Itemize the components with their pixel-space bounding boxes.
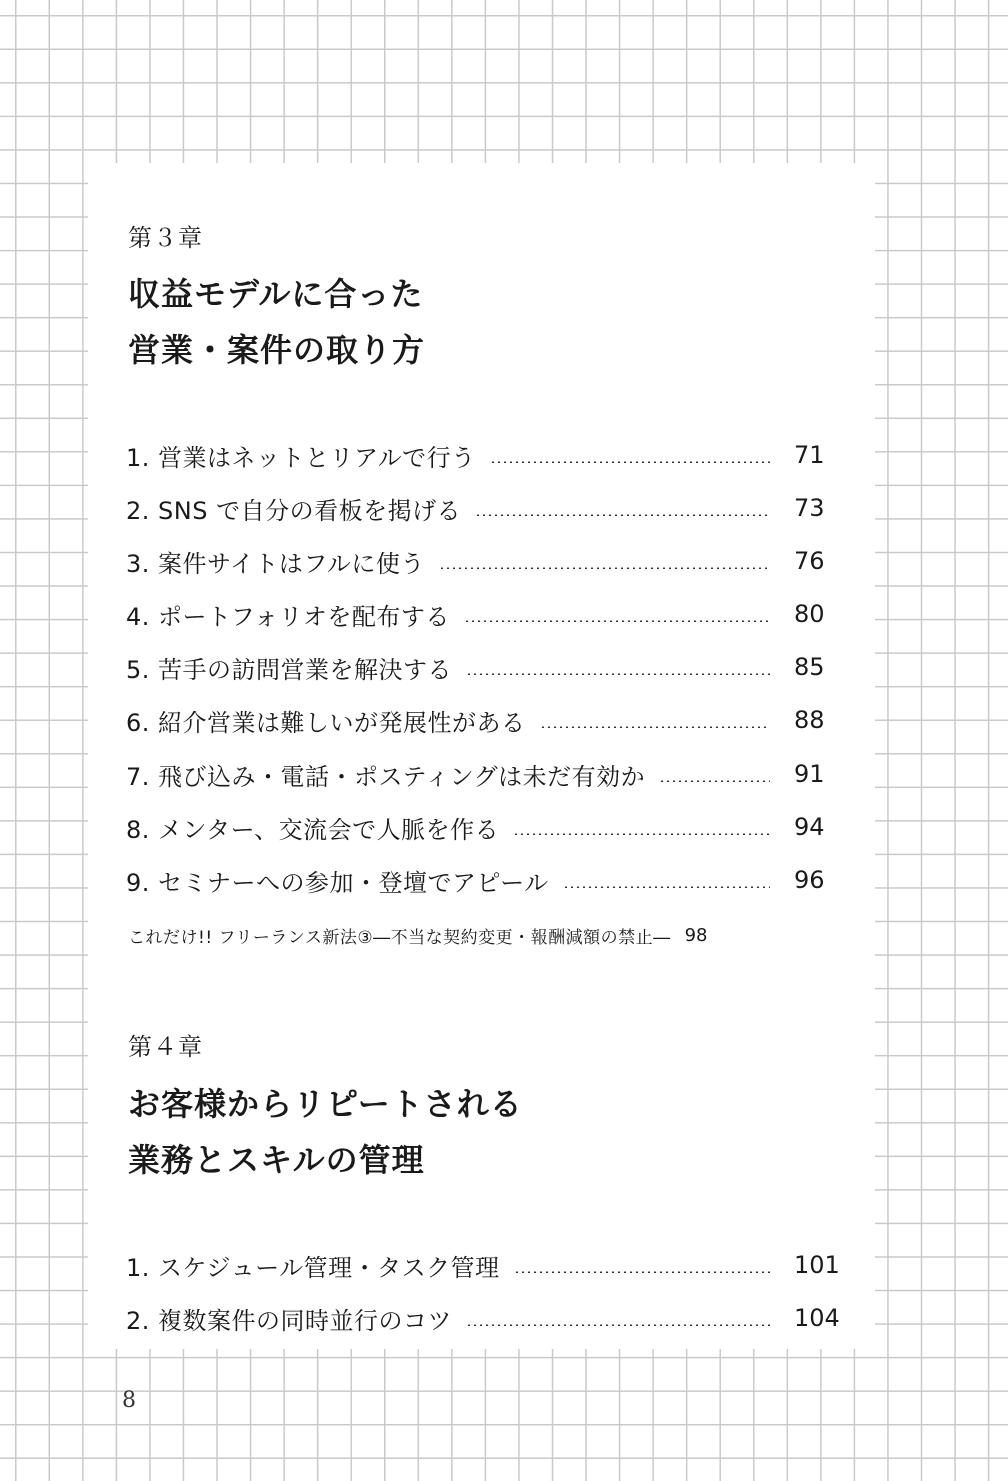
chapter-4-title <box>128 1076 523 1188</box>
toc-entry[interactable] <box>126 490 856 526</box>
toc-entry-title: 1. スケジュール管理・タスク管理 <box>126 1253 500 1282</box>
toc-entry-title: 2. SNS で自分の看板を掲げる <box>126 496 462 525</box>
chapter-4-label: 第４章 <box>128 1033 203 1061</box>
toc-entry-page: 71 <box>794 441 825 469</box>
toc-leader-dots <box>439 567 770 569</box>
toc-leader-dots <box>659 780 770 782</box>
toc-entry-page: 88 <box>794 706 825 734</box>
toc-leader-dots <box>514 1271 770 1273</box>
toc-column-title: これだけ!! フリーランス新法③―不当な契約変更・報酬減額の禁止― <box>128 927 671 948</box>
toc-leader-dots <box>513 833 770 835</box>
toc-leader-dots <box>466 673 770 675</box>
toc-entry[interactable] <box>126 809 856 845</box>
toc-entry-title: 7. 飛び込み・電話・ポスティングは未だ有効か <box>126 762 646 791</box>
toc-entry-page: 104 <box>794 1304 840 1332</box>
chapter-3-label: 第３章 <box>128 224 203 252</box>
toc-entry-page: 96 <box>794 866 825 894</box>
chapter-3-title-line-2: 営業・案件の取り方 <box>128 331 426 369</box>
toc-entry-page: 73 <box>794 494 825 522</box>
toc-entry-title: 6. 紹介営業は難しいが発展性がある <box>126 708 526 737</box>
toc-entry-title: 8. メンター、交流会で人脈を作る <box>126 815 500 844</box>
toc-entry[interactable] <box>126 543 856 579</box>
toc-entry-title: 1. 営業はネットとリアルで行う <box>126 443 476 472</box>
toc-entry[interactable] <box>126 862 856 898</box>
chapter-3-title <box>128 266 425 378</box>
page-number: 8 <box>122 1388 136 1413</box>
toc-entry[interactable] <box>126 702 856 738</box>
toc-entry-page: 101 <box>794 1251 840 1279</box>
toc-leader-dots <box>466 1324 770 1326</box>
toc-leader-dots <box>464 620 770 622</box>
toc-entry-title: 4. ポートフォリオを配布する <box>126 602 450 631</box>
toc-entry-page: 91 <box>794 760 825 788</box>
toc-entry-title: 9. セミナーへの参加・登壇でアピール <box>126 868 549 897</box>
toc-entry[interactable] <box>126 1300 856 1336</box>
toc-leader-dots <box>563 886 770 888</box>
toc-entry[interactable] <box>126 596 856 632</box>
toc-entry-page: 76 <box>794 547 825 575</box>
chapter-4-title-line-1: お客様からリピートされる <box>128 1085 523 1123</box>
toc-leader-dots <box>475 514 770 516</box>
toc-entry-title: 2. 複数案件の同時並行のコツ <box>126 1306 453 1335</box>
toc-entry-page: 80 <box>794 600 825 628</box>
toc-entry-page: 94 <box>794 813 825 841</box>
toc-entry[interactable] <box>126 649 856 685</box>
toc-entry[interactable] <box>126 756 856 792</box>
toc-entry-page: 85 <box>794 653 825 681</box>
toc-entry[interactable] <box>126 437 856 473</box>
toc-entry-title: 5. 苦手の訪問営業を解決する <box>126 655 453 684</box>
toc-column-entry[interactable] <box>128 920 828 950</box>
chapter-4-title-line-2: 業務とスキルの管理 <box>128 1141 425 1179</box>
toc-leader-dots <box>540 726 770 728</box>
toc-column-page: 98 <box>684 924 708 946</box>
chapter-3-title-line-1: 収益モデルに合った <box>128 275 424 313</box>
toc-entry[interactable] <box>126 1247 856 1283</box>
toc-leader-dots <box>490 461 770 463</box>
toc-entry-title: 3. 案件サイトはフルに使う <box>126 549 425 578</box>
